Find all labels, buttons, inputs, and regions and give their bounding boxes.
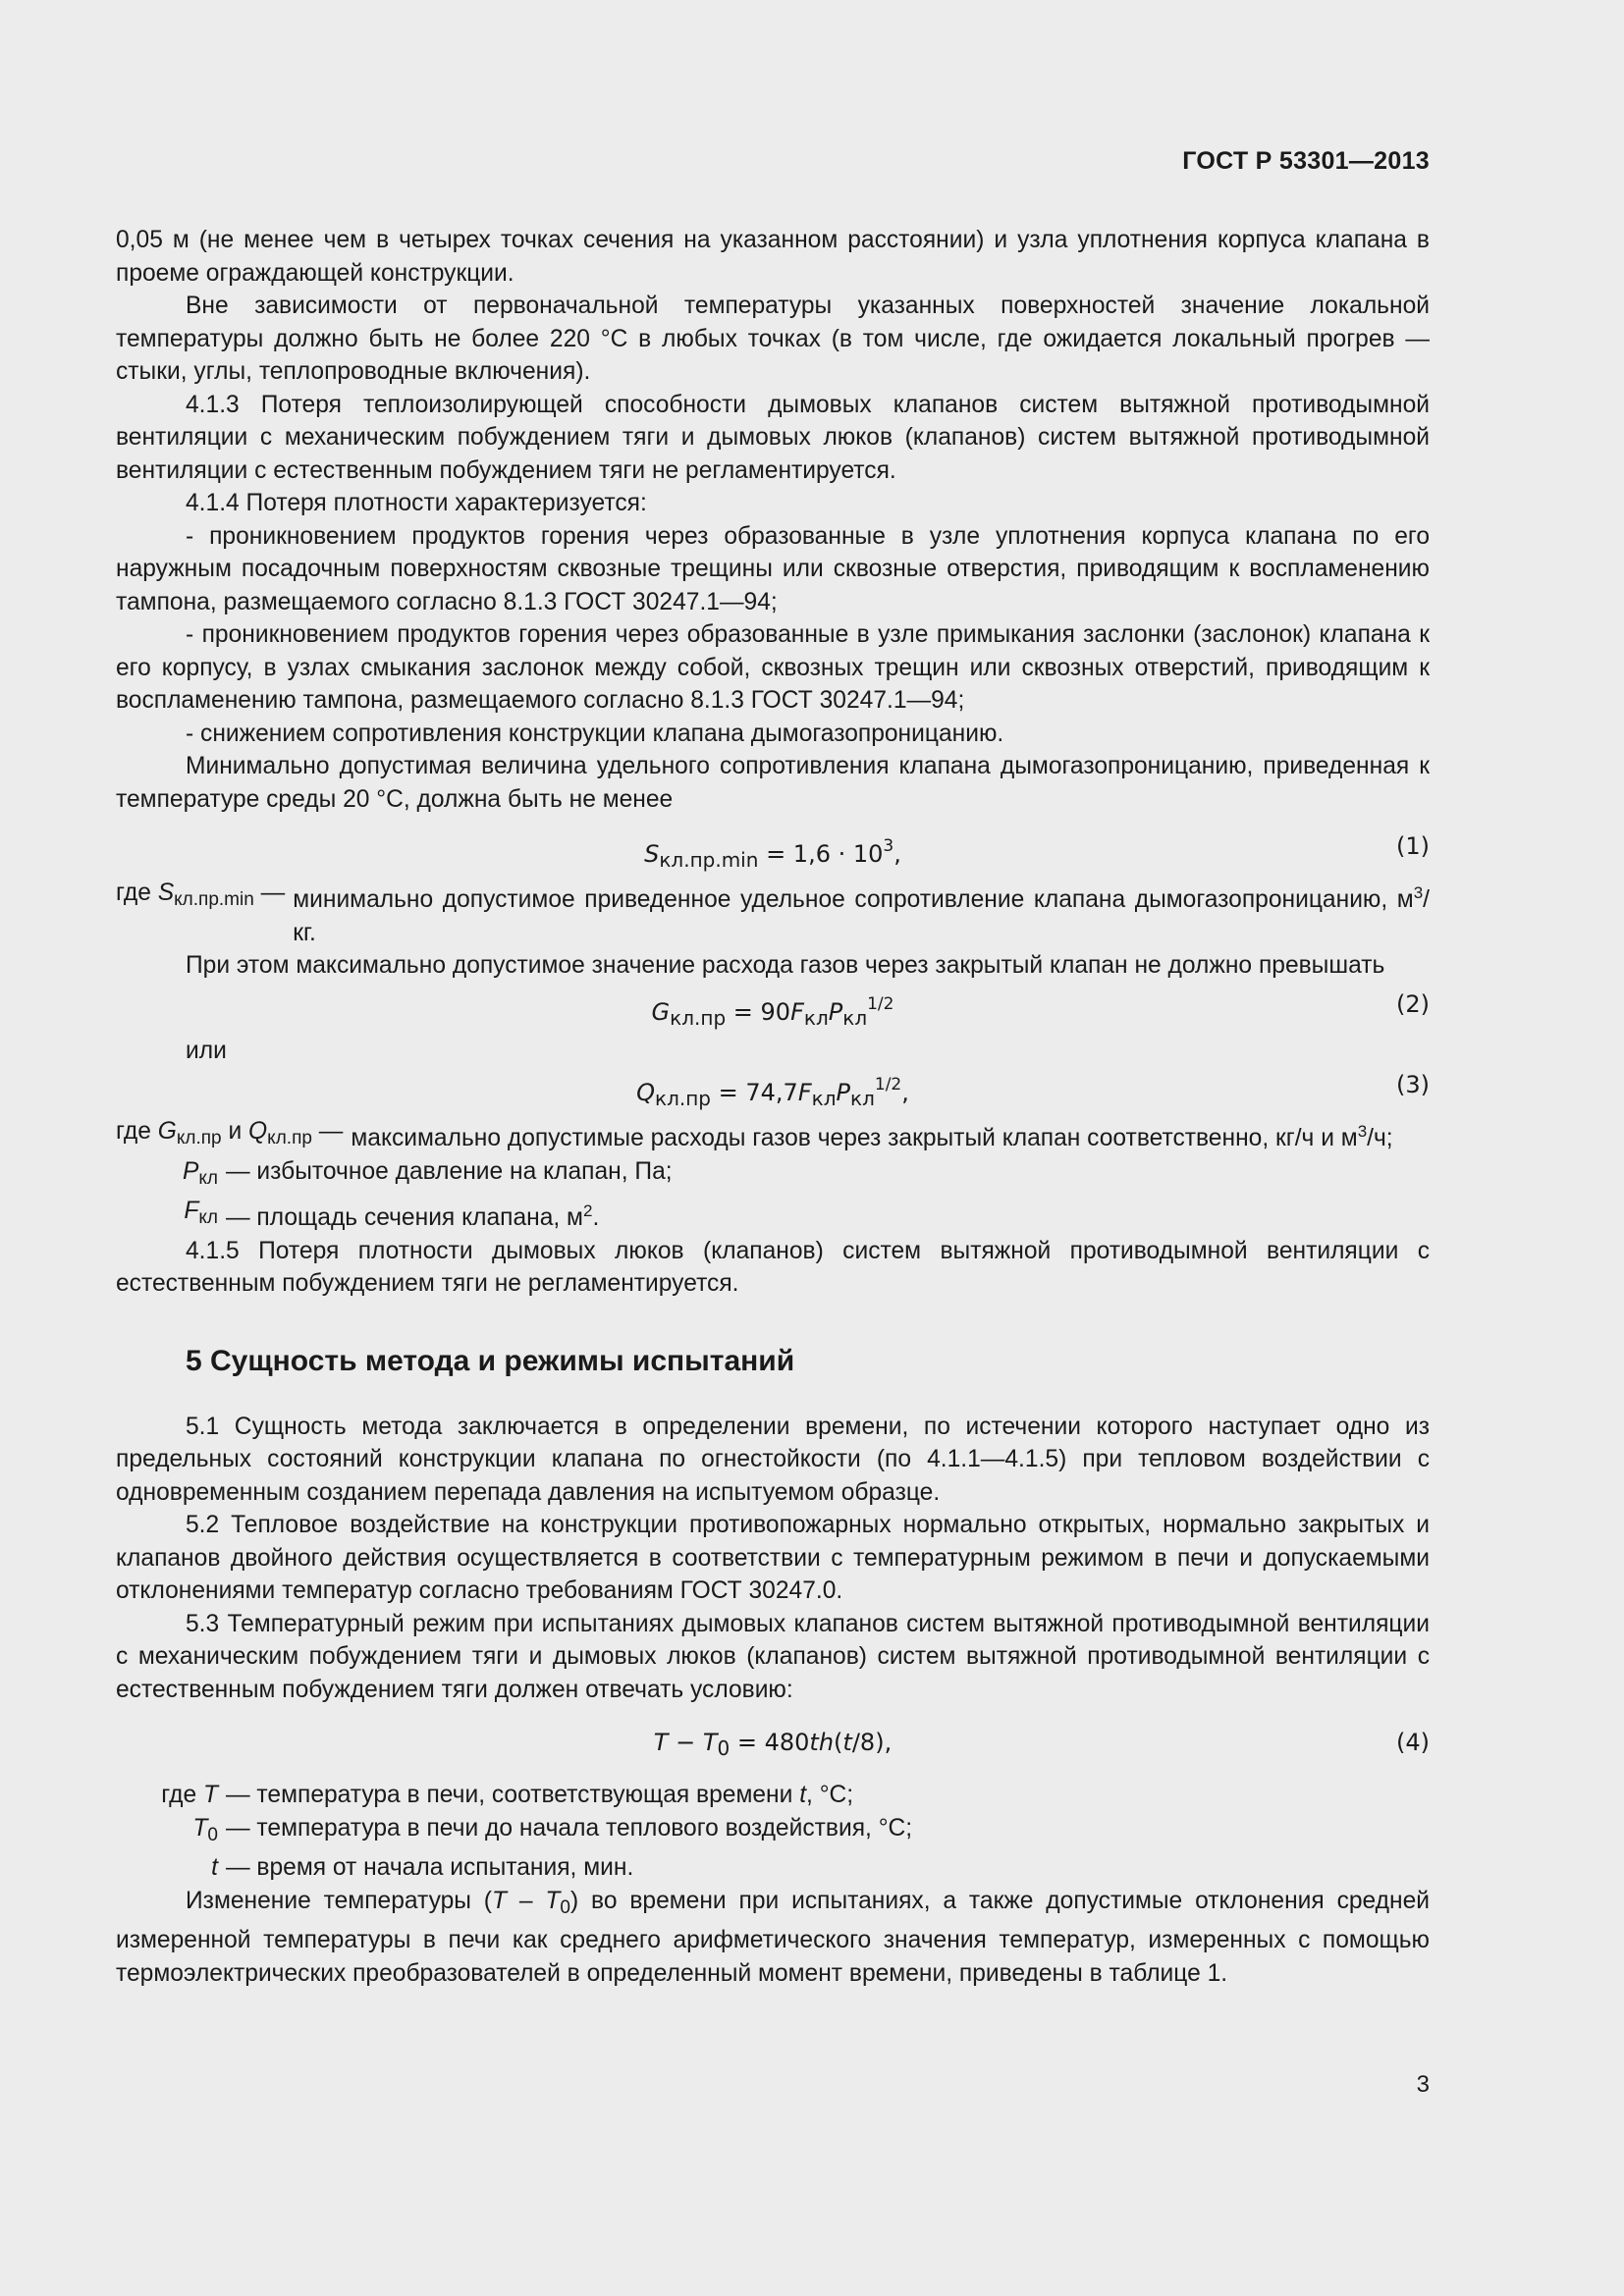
symbol-definition: — избыточное давление на клапан, Па; (226, 1157, 673, 1185)
paragraph: Минимально допустимая величина удельного сопротивления клапана дымогазопроницанию, приведенная к температуре среды 20 °С, должна быть не менее (116, 753, 1430, 813)
paragraph-5-2: 5.2 Тепловое воздействие на конструкции противопожарных нормально открытых, нормально закрытых и клапанов двойного действия осуществляется в соответствии с температурным режимом в печи и допускаемыми отклонениями температур согласно требованиям ГОСТ 30247.0. (116, 1512, 1430, 1604)
symbol-definition: минимально допустимое приведенное удельное сопротивление клапана дымогазопроницанию, $м^3/кг$. (293, 883, 1430, 946)
formula-3 (116, 1067, 1430, 1110)
formula-2 (116, 987, 1430, 1030)
symbol-label: t (211, 1854, 218, 1881)
symbol-definition: — время от начала испытания, мин. (226, 1854, 634, 1881)
paragraph-5-3: 5.3 Температурный режим при испытаниях дымовых клапанов систем вытяжной противодымной вентиляции с механическим побуждением тяги и дымовых люков (клапанов) систем вытяжной противодымной вентиляции с естественным побуждением тяги должен отвечать условию: (116, 1610, 1430, 1703)
formula-expression: $T - T_0 = 480th(t/8)$, (653, 1729, 893, 1760)
symbol-explanation (116, 1195, 1430, 1235)
symbol-explanation (116, 1851, 1430, 1885)
paragraph-4-1-3: 4.1.3 Потеря теплоизолирующей способности дымовых клапанов систем вытяжной противодымной вентиляции с механическим побуждением тяги и дымовых люков (клапанов) систем вытяжной противодымной вентиляции с естественным побуждением тяги не регламентируется. (116, 391, 1430, 484)
symbol-explanation (116, 1115, 1430, 1155)
paragraph-4-1-4: 4.1.4 Потеря плотности характеризуется: (186, 490, 647, 516)
symbol-label: $T_0$ (192, 1814, 218, 1845)
paragraph: При этом максимально допустимое значение расхода газов через закрытый клапан не должно превышать (186, 952, 1385, 979)
body-text (116, 224, 1430, 1990)
formula-number: (4) (1396, 1729, 1430, 1756)
paragraph-5-1: 5.1 Сущность метода заключается в определении времени, по истечении которого наступает одно из предельных состояний конструкции клапана по огнестойкости (по 4.1.1—4.1.5) при тепловом воздействии с одновременным созданием перепада давления на испытуемом образце. (116, 1413, 1430, 1506)
formula-number: (3) (1396, 1071, 1430, 1098)
formula-expression: $G_{кл.пр} = 90F_{кл}P_{кл}^{1/2}$ (651, 993, 894, 1030)
list-item: - снижением сопротивления конструкции клапана дымогазопроницанию. (186, 720, 1004, 747)
symbol-explanation (116, 1155, 1430, 1196)
symbol-explanation (116, 877, 1430, 949)
formula-expression: $Q_{кл.пр} = 74,7F_{кл}P_{кл}^{1/2}$, (636, 1075, 909, 1110)
paragraph: Вне зависимости от первоначальной температуры указанных поверхностей значение локальной температуры должно быть не более 220 °С в любых точках (в том числе, где ожидается локальный прогрев — стыки, углы, теплопроводные включения). (116, 293, 1430, 385)
symbol-definition: — температура в печи до начала теплового воздействия, °С; (226, 1814, 913, 1842)
section-heading: 5 Сущность метода и режимы испытаний (186, 1344, 795, 1377)
document-code: ГОСТ Р 53301—2013 (1182, 147, 1430, 175)
paragraph: или (186, 1037, 227, 1064)
paragraph: 0,05 м (не менее чем в четырех точках сечения на указанном расстоянии) и узла уплотнения корпуса клапана в проеме ограждающей конструкции. (116, 227, 1430, 287)
symbol-label: где $G_{кл.пр}$ и $Q_{кл.пр}$ — (116, 1118, 344, 1148)
symbol-label: где T (161, 1782, 218, 1808)
symbol-explanation (116, 1812, 1430, 1852)
paragraph: Изменение температуры $(T - T_0)$ во времени при испытаниях, а также допустимые отклонения средней измеренной температуры в печи как среднего арифметического значения температур, измеренных с помощью термоэлектрических преобразователей в определенный момент времени, приведены в таблице 1. (116, 1887, 1431, 1987)
formula-expression: $S_{кл.пр.min} = 1,6 \cdot 10^3$, (644, 836, 901, 872)
symbol-definition: — площадь сечения клапана, $м^2$. (226, 1201, 600, 1231)
list-item: - проникновением продуктов горения через образованные в узле уплотнения корпуса клапана по его наружным посадочным поверхностям сквозные трещины или сквозные отверстия, приводящим к воспламенению тампона, размещаемого согласно 8.1.3 ГОСТ 30247.1—94; (116, 522, 1430, 615)
formula-4 (116, 1725, 1430, 1760)
list-item: - проникновением продуктов горения через образованные в узле примыкания заслонки (заслонок) клапана к его корпусу, в узлах смыкания заслонок между собой, сквозных трещин или сквозных отверстий, приводящим к воспламенению тампона, размещаемого согласно 8.1.3 ГОСТ 30247.1—94; (116, 621, 1430, 714)
formula-1 (116, 828, 1430, 872)
symbol-label: $F_{кл}$ (184, 1198, 218, 1228)
symbol-definition: максимально допустимые расходы газов через закрытый клапан соответственно, кг/ч и $м^3/ч$; (351, 1122, 1393, 1151)
symbol-label: где $S_{кл.пр.min}$ — (116, 880, 286, 910)
page-number: 3 (1416, 2071, 1430, 2098)
symbol-definition: — температура в печи, соответствующая времени t, °С; (226, 1782, 854, 1808)
paragraph-4-1-5: 4.1.5 Потеря плотности дымовых люков (клапанов) систем вытяжной противодымной вентиляции с естественным побуждением тяги не регламентируется. (116, 1237, 1430, 1297)
formula-number: (2) (1396, 989, 1430, 1018)
symbol-label: $P_{кл}$ (182, 1157, 218, 1189)
formula-number: (1) (1396, 832, 1430, 860)
symbol-explanation (116, 1779, 1430, 1812)
